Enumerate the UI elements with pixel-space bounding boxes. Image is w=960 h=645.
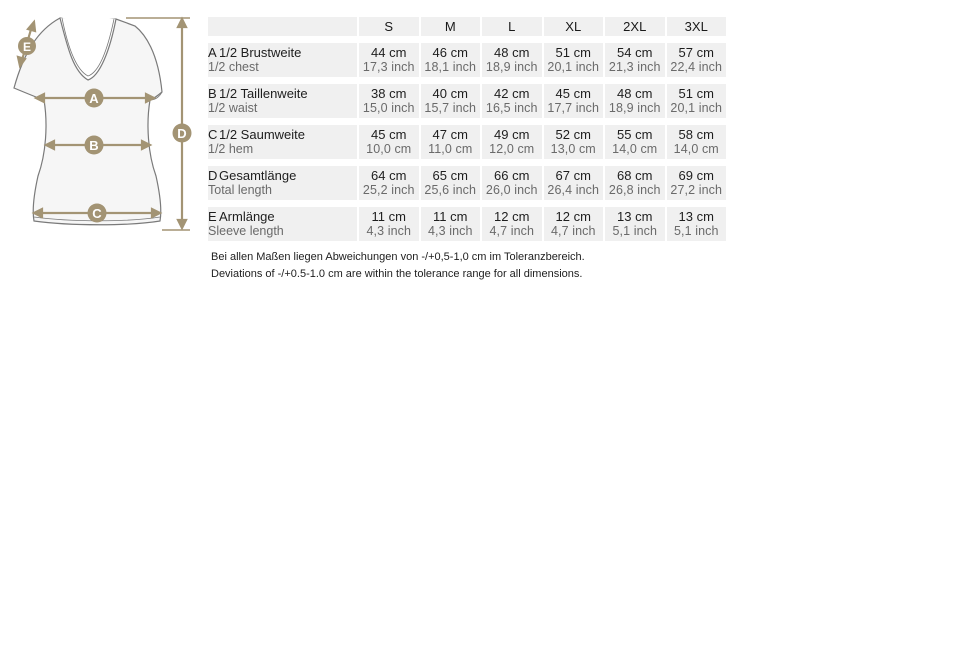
cell-inch: 18,1 inch [421,60,483,77]
cell-inch: 4,7 inch [544,224,606,241]
cell-inch: 18,9 inch [605,101,667,118]
tolerance-note-de: Bei allen Maßen liegen Abweichungen von -/+0,5-1,0 cm im Toleranzbereich. [211,251,585,263]
cell-inch: 15,0 inch [359,101,421,118]
cell-inch: 4,3 inch [359,224,421,241]
measurement-name-de: Gesamtlänge [219,168,297,183]
cell-inch: 16,5 inch [482,101,544,118]
cell-cm: 13 cm [667,207,729,224]
cell-cm: 46 cm [421,43,483,60]
size-header: XL [544,17,606,36]
cell-cm: 55 cm [605,125,667,142]
table-row-cm [208,207,728,224]
cell-inch: 17,7 inch [544,101,606,118]
cell-cm: 11 cm [359,207,421,224]
measurement-name-en: Total length [208,183,359,200]
header-blank-cell [208,17,359,36]
cell-cm: 44 cm [359,43,421,60]
row-spacer-cell [208,159,728,166]
table-row-inch [208,183,728,200]
cell-inch: 27,2 inch [667,183,729,200]
table-row-inch [208,60,728,77]
svg-text:D: D [177,126,187,141]
cell-inch: 18,9 inch [482,60,544,77]
cell-cm: 48 cm [482,43,544,60]
row-spacer-cell [208,36,728,43]
size-header: 2XL [605,17,667,36]
measurement-name-de: 1/2 Brustweite [219,45,302,60]
cell-cm: 57 cm [667,43,729,60]
size-header: S [359,17,421,36]
cell-cm: 12 cm [544,207,606,224]
tshirt-measurement-diagram [10,14,200,234]
cell-inch: 10,0 cm [359,142,421,159]
cell-inch: 5,1 inch [667,224,729,241]
measurement-letter: A [208,45,217,60]
measurement-name-en: 1/2 hem [208,142,359,159]
cell-inch: 5,1 inch [605,224,667,241]
row-spacer [208,200,728,207]
row-spacer [208,118,728,125]
cell-cm: 12 cm [482,207,544,224]
tolerance-note-en: Deviations of -/+0.5-1.0 cm are within the tolerance range for all dimensions. [211,268,583,280]
cell-cm: 47 cm [421,125,483,142]
table-row-cm [208,84,728,101]
row-spacer [208,159,728,166]
tshirt-outline [14,18,162,225]
size-header: L [482,17,544,36]
measurement-name-de: 1/2 Taillenweite [219,86,308,101]
cell-inch: 15,7 inch [421,101,483,118]
cell-inch: 25,2 inch [359,183,421,200]
measurement-label-a [85,89,104,108]
cell-inch: 14,0 cm [605,142,667,159]
row-spacer [208,36,728,43]
cell-inch: 14,0 cm [667,142,729,159]
cell-inch: 11,0 cm [421,142,483,159]
cell-cm: 64 cm [359,166,421,183]
measurement-letter: E [208,209,217,224]
measurement-label-de [208,43,359,60]
table-row-cm [208,166,728,183]
measurement-letter: C [208,127,218,142]
cell-inch: 21,3 inch [605,60,667,77]
measurement-label-e [18,37,36,55]
cell-inch: 12,0 cm [482,142,544,159]
cell-inch: 4,3 inch [421,224,483,241]
row-spacer-cell [208,200,728,207]
size-header: 3XL [667,17,729,36]
size-table-body [208,36,728,241]
cell-cm: 58 cm [667,125,729,142]
cell-cm: 51 cm [544,43,606,60]
table-row-cm [208,43,728,60]
cell-inch: 26,4 inch [544,183,606,200]
measurement-label-b [85,136,104,155]
measurement-name-en: 1/2 chest [208,60,359,77]
cell-cm: 65 cm [421,166,483,183]
measurement-name-de: Armlänge [219,209,275,224]
row-spacer-cell [208,77,728,84]
cell-inch: 20,1 inch [544,60,606,77]
cell-cm: 66 cm [482,166,544,183]
cell-inch: 26,0 inch [482,183,544,200]
cell-cm: 45 cm [544,84,606,101]
svg-text:A: A [89,91,99,106]
table-row-inch [208,142,728,159]
cell-cm: 51 cm [667,84,729,101]
svg-text:E: E [22,40,32,54]
cell-cm: 13 cm [605,207,667,224]
cell-cm: 68 cm [605,166,667,183]
cell-cm: 11 cm [421,207,483,224]
cell-cm: 67 cm [544,166,606,183]
measurement-letter: D [208,168,218,183]
cell-inch: 25,6 inch [421,183,483,200]
cell-cm: 38 cm [359,84,421,101]
cell-cm: 49 cm [482,125,544,142]
size-header-row [208,17,728,36]
cell-cm: 54 cm [605,43,667,60]
measurement-label-d [173,124,192,143]
cell-inch: 20,1 inch [667,101,729,118]
measurement-name-de: 1/2 Saumweite [219,127,305,142]
table-row-inch [208,224,728,241]
cell-inch: 4,7 inch [482,224,544,241]
cell-cm: 40 cm [421,84,483,101]
cell-cm: 48 cm [605,84,667,101]
svg-text:B: B [89,138,99,153]
table-row-cm [208,125,728,142]
measurement-label-de [208,84,359,101]
measurement-name-en: Sleeve length [208,224,359,241]
measurement-letter: B [208,86,217,101]
table-row-inch [208,101,728,118]
size-header: M [421,17,483,36]
measurement-label-de [208,166,359,183]
measurement-label-c [88,204,107,223]
cell-cm: 42 cm [482,84,544,101]
measurement-label-de [208,125,359,142]
measurement-label-de [208,207,359,224]
size-chart-table [208,17,728,241]
cell-cm: 69 cm [667,166,729,183]
row-spacer-cell [208,118,728,125]
cell-cm: 52 cm [544,125,606,142]
cell-cm: 45 cm [359,125,421,142]
row-spacer [208,77,728,84]
svg-text:C: C [92,206,102,221]
cell-inch: 22,4 inch [667,60,729,77]
cell-inch: 17,3 inch [359,60,421,77]
cell-inch: 13,0 cm [544,142,606,159]
cell-inch: 26,8 inch [605,183,667,200]
measurement-name-en: 1/2 waist [208,101,359,118]
